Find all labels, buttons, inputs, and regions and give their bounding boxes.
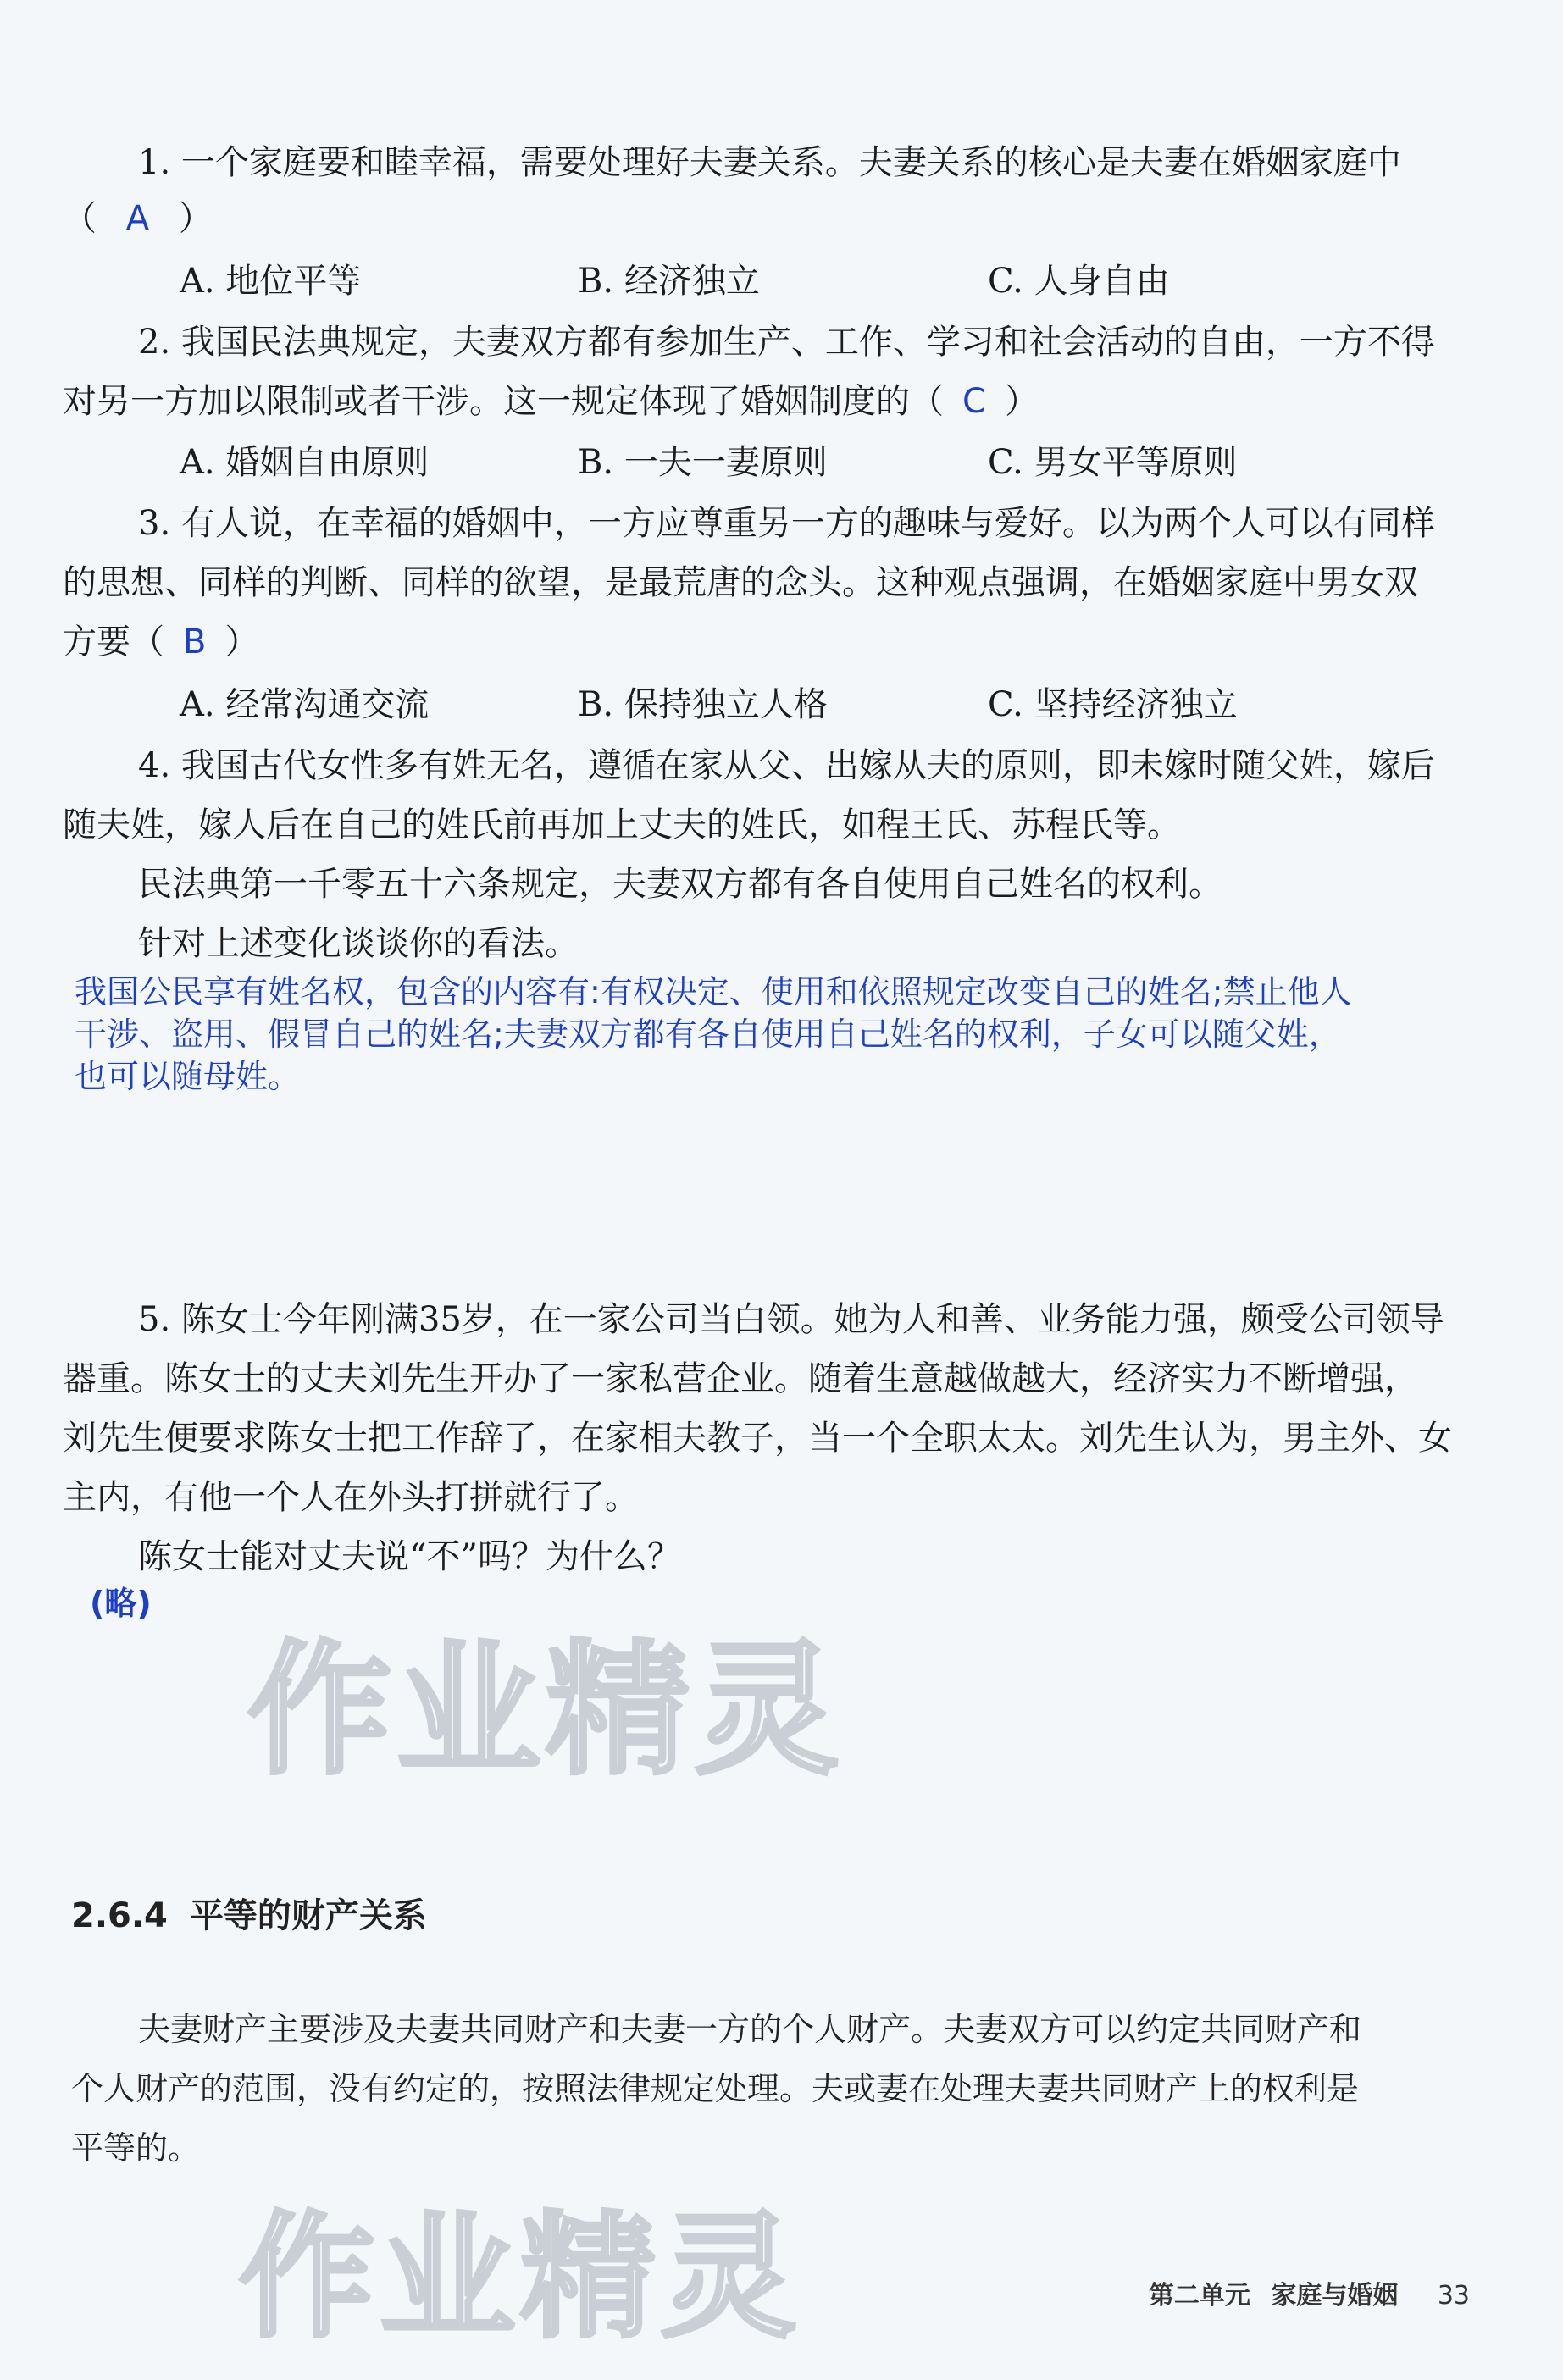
q2-paren-close: ） — [1004, 382, 1039, 421]
section-body-line2: 个人财产的范围，没有约定的，按照法律规定处理。夫或妻在处理夫妻共同财产上的权利是 — [71, 2070, 1360, 2107]
q3-option-b: B. 保持独立人格 — [578, 685, 828, 724]
section-body-line1: 夫妻财产主要涉及夫妻共同财产和夫妻一方的个人财产。夫妻双方可以约定共同财产和 — [138, 2011, 1362, 2048]
q4-text-line4: 针对上述变化谈谈你的看法。 — [138, 924, 579, 963]
q2-answer: C — [962, 382, 986, 421]
q4-answer-line2: 干涉、盗用、假冒自己的姓名;夫妻双方都有各自使用自己姓名的权利，子女可以随父姓， — [75, 1016, 1341, 1053]
q3-paren-close: ） — [224, 623, 259, 661]
q1-answer-paren — [63, 196, 213, 241]
q3-text-line3 — [63, 620, 258, 664]
page-number: 33 — [1437, 2281, 1470, 2311]
section-heading — [71, 1889, 427, 1937]
q3-text-line1: 3. 有人说，在幸福的婚姻中，一方应尊重另一方的趣味与爱好。以为两个人可以有同样 — [138, 504, 1435, 543]
q5-text-line3: 刘先生便要求陈女士把工作辞了，在家相夫教子，当一个全职太太。刘先生认为，男主外、女 — [63, 1419, 1452, 1458]
watermark-mid: 作业精灵 — [247, 1627, 845, 1795]
footer-chapter: 家庭与婚姻 — [1271, 2281, 1399, 2311]
q2-text-line1: 2. 我国民法典规定，夫妻双方都有参加生产、工作、学习和社会活动的自由，一方不得 — [138, 323, 1435, 362]
section-number: 2.6.4 — [71, 1896, 168, 1935]
q1-option-b: B. 经济独立 — [578, 262, 760, 301]
section-body-line3: 平等的。 — [71, 2129, 201, 2167]
q5-text-line4: 主内，有他一个人在外头打拼就行了。 — [63, 1478, 639, 1517]
watermark-bottom: 作业精灵 — [239, 2198, 802, 2356]
q2-line2-text: 对另一方加以限制或者干涉。这一规定体现了婚姻制度的（ — [63, 382, 944, 421]
q3-answer: B — [183, 623, 207, 661]
q4-text-line2: 随夫姓，嫁人后在自己的姓氏前再加上丈夫的姓氏，如程王氏、苏程氏等。 — [63, 805, 1181, 844]
q4-text-line1: 4. 我国古代女性多有姓无名，遵循在家从父、出嫁从夫的原则，即未嫁时随父姓，嫁后 — [138, 746, 1435, 785]
q5-text-line2: 器重。陈女士的丈夫刘先生开办了一家私营企业。随着生意越做越大，经济实力不断增强， — [63, 1359, 1418, 1398]
q2-option-b: B. 一夫一妻原则 — [578, 443, 828, 482]
q3-option-a: A. 经常沟通交流 — [180, 685, 430, 724]
footer-unit: 第二单元 — [1148, 2281, 1250, 2311]
q2-text-line2 — [63, 379, 1039, 423]
q4-text-line3: 民法典第一千零五十六条规定，夫妻双方都有各自使用自己姓名的权利。 — [138, 865, 1222, 904]
q1-option-c: C. 人身自由 — [988, 262, 1170, 301]
page-footer — [1149, 2274, 1470, 2311]
q1-answer: A — [125, 199, 150, 238]
q5-answer: (略) — [90, 1585, 152, 1622]
q2-option-c: C. 男女平等原则 — [988, 443, 1238, 482]
q1-paren-close: ） — [178, 199, 213, 238]
q1-text-line1: 1. 一个家庭要和睦幸福，需要处理好夫妻关系。夫妻关系的核心是夫妻在婚姻家庭中 — [138, 143, 1401, 182]
q4-answer-line3: 也可以随母姓。 — [75, 1058, 301, 1095]
q5-text-line1: 5. 陈女士今年刚满35岁，在一家公司当白领。她为人和善、业务能力强，颇受公司领导 — [138, 1300, 1444, 1339]
section-title: 平等的财产关系 — [189, 1896, 427, 1935]
q1-paren-open: （ — [63, 199, 97, 238]
q3-text-line2: 的思想、同样的判断、同样的欲望，是最荒唐的念头。这种观点强调，在婚姻家庭中男女双 — [63, 563, 1418, 602]
q3-option-c: C. 坚持经济独立 — [988, 685, 1238, 724]
q3-line3-text: 方要（ — [63, 623, 164, 661]
q4-answer-line1: 我国公民享有姓名权，包含的内容有:有权决定、使用和依照规定改变自己的姓名;禁止他人 — [75, 973, 1352, 1010]
q2-option-a: A. 婚姻自由原则 — [180, 443, 430, 482]
q5-text-line5: 陈女士能对丈夫说“不”吗？为什么？ — [138, 1537, 681, 1576]
q1-option-a: A. 地位平等 — [180, 262, 362, 301]
